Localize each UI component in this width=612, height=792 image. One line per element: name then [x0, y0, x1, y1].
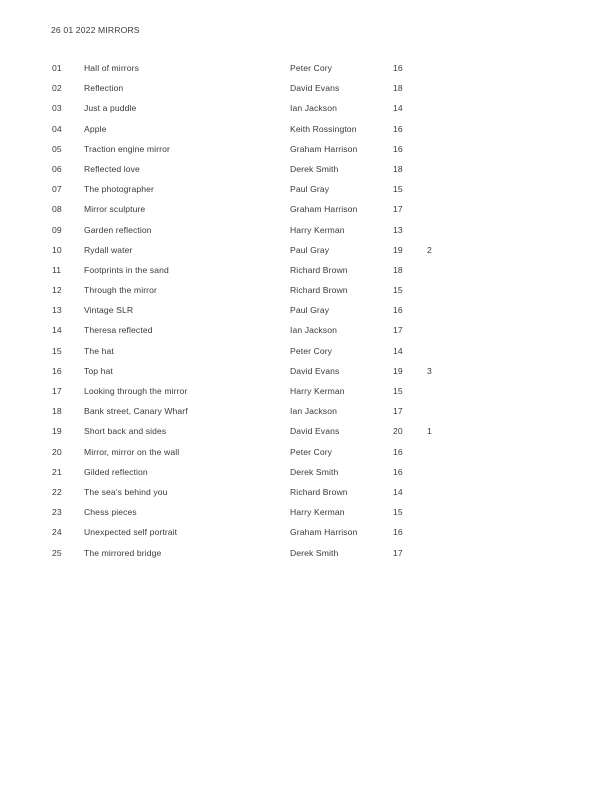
- entry-number: 16: [52, 365, 62, 376]
- entry-author: Richard Brown: [290, 285, 348, 296]
- table-row: [0, 345, 612, 365]
- entry-author: Richard Brown: [290, 486, 348, 497]
- entry-score: 17: [393, 325, 403, 336]
- entry-title: Apple: [84, 123, 107, 134]
- entry-number: 02: [52, 83, 62, 94]
- entry-author: Peter Cory: [290, 446, 333, 457]
- entry-title: Looking through the mirror: [84, 386, 188, 396]
- entry-author: Derek Smith: [290, 163, 339, 174]
- entry-number: 12: [52, 285, 62, 296]
- entry-score: 14: [393, 345, 403, 356]
- page-title: 26 01 2022 MIRRORS: [51, 25, 140, 35]
- entry-author: Derek Smith: [290, 466, 339, 477]
- entry-score: 13: [393, 224, 403, 235]
- table-row: [0, 163, 612, 183]
- entry-number: 20: [52, 446, 62, 457]
- entry-title: Rydall water: [84, 244, 133, 255]
- entry-score: 15: [393, 386, 403, 396]
- entry-title: Unexpected self portrait: [84, 527, 178, 538]
- entry-number: 10: [52, 244, 62, 255]
- entry-title: Theresa reflected: [84, 325, 153, 336]
- entry-score: 17: [393, 406, 403, 417]
- entry-number: 19: [52, 426, 62, 437]
- entry-title: Reflection: [84, 83, 124, 94]
- entry-title: Reflected love: [84, 163, 140, 174]
- table-row: [0, 385, 612, 405]
- entry-score: 14: [393, 486, 403, 497]
- entry-score: 17: [393, 204, 403, 215]
- entry-author: Graham Harrison: [290, 204, 358, 215]
- entry-score: 19: [393, 365, 403, 376]
- entry-score: 18: [393, 264, 403, 275]
- entry-number: 17: [52, 386, 62, 396]
- entry-title: Mirror, mirror on the wall: [84, 446, 180, 457]
- table-row: [0, 486, 612, 506]
- table-row: [0, 425, 612, 445]
- table-row: [0, 526, 612, 546]
- entry-title: The hat: [84, 345, 114, 356]
- entry-rank: 3: [427, 365, 432, 376]
- entry-number: 23: [52, 507, 62, 518]
- entry-score: 16: [393, 466, 403, 477]
- table-row: [0, 506, 612, 526]
- entry-score: 14: [393, 103, 403, 114]
- entry-title: The photographer: [84, 184, 154, 195]
- entry-title: Through the mirror: [84, 285, 157, 296]
- entry-author: Paul Gray: [290, 305, 330, 316]
- table-row: [0, 143, 612, 163]
- entry-author: Ian Jackson: [290, 325, 337, 336]
- entry-score: 17: [393, 547, 403, 558]
- entry-number: 22: [52, 486, 62, 497]
- entry-author: Richard Brown: [290, 264, 348, 275]
- entry-title: Vintage SLR: [84, 305, 134, 316]
- entry-score: 15: [393, 285, 403, 296]
- entry-score: 16: [393, 446, 403, 457]
- entry-score: 16: [393, 123, 403, 134]
- entry-author: Harry Kerman: [290, 386, 345, 396]
- entry-title: Traction engine mirror: [84, 143, 170, 154]
- table-row: [0, 244, 612, 264]
- entry-number: 09: [52, 224, 62, 235]
- entry-title: Mirror sculpture: [84, 204, 146, 215]
- table-row: [0, 123, 612, 143]
- entry-score: 18: [393, 83, 403, 94]
- entry-author: Ian Jackson: [290, 406, 337, 417]
- entry-title: Short back and sides: [84, 426, 167, 437]
- table-row: [0, 405, 612, 425]
- results-table: [0, 62, 612, 567]
- entry-title: The sea’s behind you: [84, 486, 168, 497]
- entry-score: 15: [393, 507, 403, 518]
- entry-title: Gilded reflection: [84, 466, 148, 477]
- table-row: [0, 62, 612, 82]
- entry-author: Paul Gray: [290, 244, 330, 255]
- entry-number: 21: [52, 466, 62, 477]
- entry-title: Chess pieces: [84, 507, 137, 518]
- entry-number: 25: [52, 547, 62, 558]
- entry-author: Derek Smith: [290, 547, 339, 558]
- entry-author: Paul Gray: [290, 184, 330, 195]
- entry-number: 18: [52, 406, 62, 417]
- table-row: [0, 224, 612, 244]
- entry-author: Ian Jackson: [290, 103, 337, 114]
- entry-score: 15: [393, 184, 403, 195]
- entry-score: 16: [393, 527, 403, 538]
- entry-author: Harry Kerman: [290, 507, 345, 518]
- table-row: [0, 264, 612, 284]
- table-row: [0, 365, 612, 385]
- table-row: [0, 324, 612, 344]
- entry-number: 04: [52, 123, 62, 134]
- entry-number: 15: [52, 345, 62, 356]
- table-row: [0, 547, 612, 567]
- entry-author: Graham Harrison: [290, 527, 358, 538]
- entry-title: Footprints in the sand: [84, 264, 169, 275]
- entry-author: Peter Cory: [290, 345, 333, 356]
- entry-number: 14: [52, 325, 62, 336]
- entry-author: David Evans: [290, 426, 340, 437]
- table-row: [0, 466, 612, 486]
- table-row: [0, 82, 612, 102]
- entry-number: 06: [52, 163, 62, 174]
- entry-score: 20: [393, 426, 403, 437]
- entry-author: Peter Cory: [290, 63, 333, 73]
- entry-author: Graham Harrison: [290, 143, 358, 154]
- table-row: [0, 102, 612, 122]
- entry-number: 05: [52, 143, 62, 154]
- entry-score: 16: [393, 63, 403, 73]
- entry-author: David Evans: [290, 365, 340, 376]
- entry-score: 18: [393, 163, 403, 174]
- entry-score: 19: [393, 244, 403, 255]
- entry-rank: 1: [427, 426, 432, 437]
- entry-author: Keith Rossington: [290, 123, 357, 134]
- entry-title: The mirrored bridge: [84, 547, 162, 558]
- table-row: [0, 304, 612, 324]
- table-row: [0, 183, 612, 203]
- table-row: [0, 284, 612, 304]
- entry-number: 01: [52, 63, 62, 73]
- entry-score: 16: [393, 143, 403, 154]
- entry-title: Just a puddle: [84, 103, 137, 114]
- entry-rank: 2: [427, 244, 432, 255]
- entry-author: Harry Kerman: [290, 224, 345, 235]
- entry-title: Top hat: [84, 365, 113, 376]
- entry-score: 16: [393, 305, 403, 316]
- entry-author: David Evans: [290, 83, 340, 94]
- entry-title: Garden reflection: [84, 224, 152, 235]
- entry-title: Hall of mirrors: [84, 63, 139, 73]
- entry-number: 03: [52, 103, 62, 114]
- entry-number: 07: [52, 184, 62, 195]
- entry-title: Bank street, Canary Wharf: [84, 406, 188, 417]
- table-row: [0, 446, 612, 466]
- entry-number: 24: [52, 527, 62, 538]
- entry-number: 13: [52, 305, 62, 316]
- table-row: [0, 203, 612, 223]
- entry-number: 08: [52, 204, 62, 215]
- entry-number: 11: [52, 264, 62, 275]
